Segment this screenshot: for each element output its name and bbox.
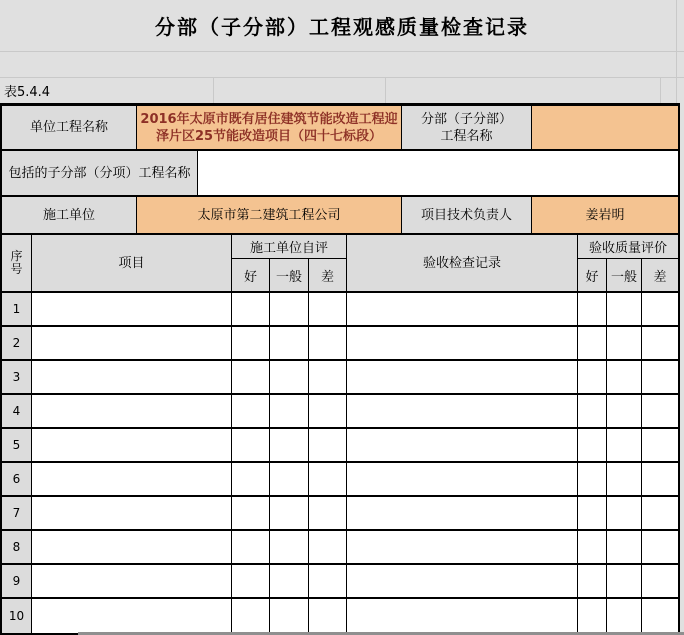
- contractor-value[interactable]: 太原市第二建筑工程公司: [137, 197, 402, 233]
- item-cell[interactable]: [32, 361, 232, 393]
- record-cell[interactable]: [347, 565, 578, 597]
- row-serial: 9: [2, 565, 32, 597]
- included-label: 包括的子分部（分项）工程名称: [2, 151, 198, 195]
- self-good-cell[interactable]: [232, 327, 270, 359]
- eval-poor-cell[interactable]: [642, 429, 678, 461]
- self-good-cell[interactable]: [232, 293, 270, 325]
- contractor-row: [2, 197, 678, 235]
- unit-project-value[interactable]: 2016年太原市既有居住建筑节能改造工程迎泽片区25节能改造项目（四十七标段）: [137, 106, 402, 149]
- eval-poor-cell[interactable]: [642, 531, 678, 563]
- table-row: [2, 327, 678, 361]
- eval-good-cell[interactable]: [578, 395, 607, 427]
- subdivision-label: 分部（子分部）工程名称: [402, 106, 532, 149]
- self-poor-cell[interactable]: [309, 395, 347, 427]
- eval-poor-cell[interactable]: [642, 395, 678, 427]
- record-cell[interactable]: [347, 327, 578, 359]
- eval-average-cell[interactable]: [607, 531, 642, 563]
- item-cell[interactable]: [32, 497, 232, 529]
- eval-poor-cell[interactable]: [642, 463, 678, 495]
- row-serial: 7: [2, 497, 32, 529]
- self-poor-cell[interactable]: [309, 327, 347, 359]
- self-average-cell[interactable]: [270, 497, 309, 529]
- eval-poor-cell[interactable]: [642, 497, 678, 529]
- self-good-cell[interactable]: [232, 599, 270, 633]
- contractor-label: 施工单位: [2, 197, 137, 233]
- record-cell[interactable]: [347, 361, 578, 393]
- header-serial: [2, 235, 32, 291]
- inspection-form-table: [0, 103, 680, 635]
- self-poor-cell[interactable]: [309, 293, 347, 325]
- header-record: 验收检查记录: [347, 235, 578, 291]
- self-average-cell[interactable]: [270, 463, 309, 495]
- unit-project-label: 单位工程名称: [2, 106, 137, 149]
- eval-poor-cell[interactable]: [642, 327, 678, 359]
- eval-poor-cell[interactable]: [642, 565, 678, 597]
- header-self-good: 好: [232, 259, 270, 291]
- eval-good-cell[interactable]: [578, 497, 607, 529]
- included-value-cell[interactable]: [198, 151, 678, 195]
- record-cell[interactable]: [347, 293, 578, 325]
- record-cell[interactable]: [347, 429, 578, 461]
- eval-average-cell[interactable]: [607, 565, 642, 597]
- row-serial: 10: [2, 599, 32, 633]
- self-average-cell[interactable]: [270, 361, 309, 393]
- column-header-row: [2, 235, 678, 293]
- eval-poor-cell[interactable]: [642, 293, 678, 325]
- header-self-eval: 施工单位自评: [232, 235, 346, 259]
- header-quality-poor: 差: [653, 269, 667, 285]
- self-poor-cell[interactable]: [309, 361, 347, 393]
- header-quality-average: 一般: [607, 259, 642, 291]
- sheet-ref: 表5.4.4: [4, 85, 51, 100]
- table-row: [2, 429, 678, 463]
- row-serial: 2: [2, 327, 32, 359]
- self-poor-cell[interactable]: [309, 531, 347, 563]
- row-serial: 5: [2, 429, 32, 461]
- self-good-cell[interactable]: [232, 531, 270, 563]
- row-serial: 3: [2, 361, 32, 393]
- self-average-cell[interactable]: [270, 531, 309, 563]
- eval-good-cell[interactable]: [578, 599, 607, 633]
- item-cell[interactable]: [32, 395, 232, 427]
- eval-average-cell[interactable]: [607, 599, 642, 633]
- table-row: [2, 531, 678, 565]
- table-row: [2, 599, 678, 633]
- subdivision-value-cell[interactable]: [532, 106, 678, 149]
- self-good-cell[interactable]: [232, 361, 270, 393]
- table-row: [2, 395, 678, 429]
- gridline: [213, 77, 214, 103]
- self-good-cell[interactable]: [232, 429, 270, 461]
- eval-average-cell[interactable]: [607, 327, 642, 359]
- item-cell[interactable]: [32, 293, 232, 325]
- tech-lead-label: 项目技术负责人: [402, 197, 532, 233]
- eval-average-cell[interactable]: [607, 463, 642, 495]
- item-cell[interactable]: [32, 429, 232, 461]
- table-row: [2, 293, 678, 327]
- included-row: [2, 151, 678, 197]
- gridline: [0, 51, 684, 52]
- eval-good-cell[interactable]: [578, 531, 607, 563]
- header-quality-good: 好: [578, 259, 607, 291]
- self-average-cell[interactable]: [270, 599, 309, 633]
- header-self-poor: 差: [320, 269, 334, 285]
- self-average-cell[interactable]: [270, 327, 309, 359]
- self-average-cell[interactable]: [270, 395, 309, 427]
- eval-good-cell[interactable]: [578, 293, 607, 325]
- record-cell[interactable]: [347, 531, 578, 563]
- eval-average-cell[interactable]: [607, 429, 642, 461]
- tech-lead-value[interactable]: 姜岩明: [532, 197, 678, 233]
- header-item: 项目: [32, 235, 232, 291]
- self-good-cell[interactable]: [232, 565, 270, 597]
- table-row: [2, 361, 678, 395]
- row-serial: 8: [2, 531, 32, 563]
- self-average-cell[interactable]: [270, 293, 309, 325]
- record-cell[interactable]: [347, 599, 578, 633]
- record-cell[interactable]: [347, 463, 578, 495]
- eval-average-cell[interactable]: [607, 395, 642, 427]
- eval-poor-cell[interactable]: [642, 361, 678, 393]
- item-cell[interactable]: [32, 463, 232, 495]
- self-poor-cell[interactable]: [309, 565, 347, 597]
- row-serial: 6: [2, 463, 32, 495]
- self-poor-cell[interactable]: [309, 497, 347, 529]
- eval-poor-cell[interactable]: [642, 599, 678, 633]
- eval-average-cell[interactable]: [607, 293, 642, 325]
- item-cell[interactable]: [32, 327, 232, 359]
- page-title: 分部（子分部）工程观感质量检查记录: [155, 14, 529, 39]
- eval-good-cell[interactable]: [578, 361, 607, 393]
- header-self-eval-group: [232, 235, 347, 291]
- self-average-cell[interactable]: [270, 565, 309, 597]
- table-row: [2, 463, 678, 497]
- item-cell[interactable]: [32, 531, 232, 563]
- self-average-cell[interactable]: [270, 429, 309, 461]
- eval-good-cell[interactable]: [578, 463, 607, 495]
- eval-good-cell[interactable]: [578, 565, 607, 597]
- table-row: [2, 565, 678, 599]
- header-quality-eval: 验收质量评价: [578, 235, 678, 259]
- item-cell[interactable]: [32, 565, 232, 597]
- gridline: [676, 0, 677, 103]
- eval-good-cell[interactable]: [578, 327, 607, 359]
- self-poor-cell[interactable]: [309, 599, 347, 633]
- self-good-cell[interactable]: [232, 395, 270, 427]
- table-row: [2, 497, 678, 531]
- self-poor-cell[interactable]: [309, 429, 347, 461]
- gridline: [385, 77, 386, 103]
- gridline: [660, 77, 661, 103]
- eval-good-cell[interactable]: [578, 429, 607, 461]
- row-serial: 1: [2, 293, 32, 325]
- unit-project-row: [2, 106, 678, 151]
- item-cell[interactable]: [32, 599, 232, 633]
- header-quality-eval-group: [578, 235, 678, 291]
- header-self-average: 一般: [270, 259, 309, 291]
- self-good-cell[interactable]: [232, 463, 270, 495]
- record-cell[interactable]: [347, 497, 578, 529]
- self-good-cell[interactable]: [232, 497, 270, 529]
- row-serial: 4: [2, 395, 32, 427]
- header-serial-char-2: 号: [10, 262, 23, 276]
- eval-average-cell[interactable]: [607, 497, 642, 529]
- gridline: [0, 77, 684, 78]
- record-cell[interactable]: [347, 395, 578, 427]
- eval-average-cell[interactable]: [607, 361, 642, 393]
- self-poor-cell[interactable]: [309, 463, 347, 495]
- header-serial-char-1: 序: [10, 249, 23, 263]
